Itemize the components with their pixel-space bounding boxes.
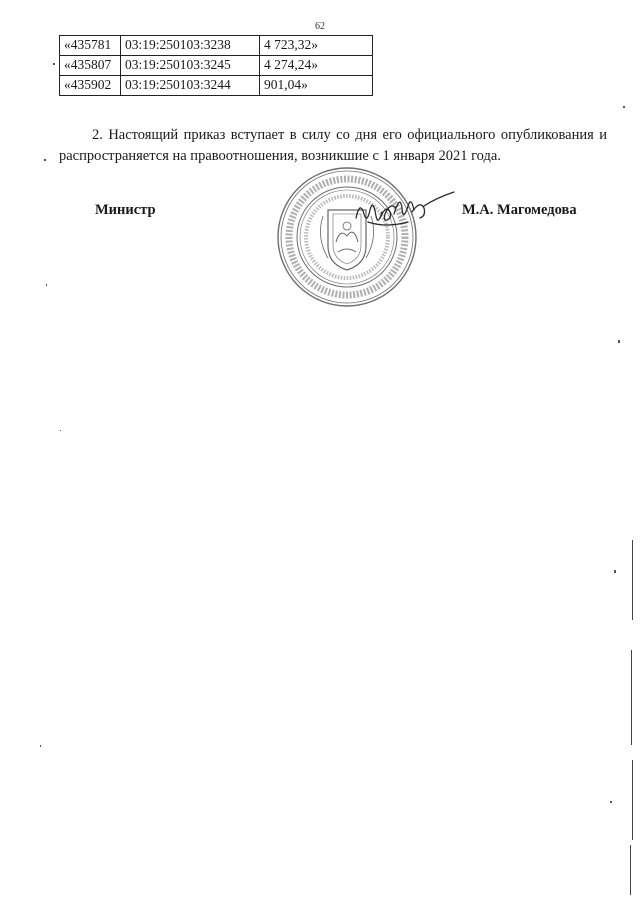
table-cell-cadastral-value: 901,04» [260,76,373,96]
scan-speck [40,745,41,747]
scan-edge-line [632,540,633,620]
scan-speck [53,63,55,65]
signatory-position: Министр [95,202,156,218]
cadastral-value-table [59,35,373,96]
scan-speck [44,159,46,161]
scan-edge-line [631,650,632,745]
scan-speck [623,106,625,108]
order-effective-date-paragraph [59,125,607,167]
table-cell-row-number: «435781 [60,36,121,56]
table-cell-cadastral-value: 4 723,32» [260,36,373,56]
scan-speck [46,284,47,286]
table-row [60,56,373,76]
signatory-name: М.А. Магомедова [462,202,577,218]
table-row [60,36,373,56]
table-cell-cadastral-number: 03:19:250103:3238 [121,36,260,56]
scan-speck [614,570,616,573]
table-cell-cadastral-value: 4 274,24» [260,56,373,76]
scan-edge-line [632,760,633,840]
table-cell-row-number: «435807 [60,56,121,76]
scan-edge-line [630,845,631,895]
page-number: 62 [315,21,325,32]
scan-speck [610,801,612,803]
paragraph-text: 2. Настоящий приказ вступает в силу со дня его официального опубликования и распространяется на правоотношения, возникшие с 1 января 2021 года. [59,127,607,164]
handwritten-signature [350,188,460,248]
scan-speck [60,430,61,431]
scan-speck [618,340,620,343]
table-cell-row-number: «435902 [60,76,121,96]
table-row [60,76,373,96]
table-cell-cadastral-number: 03:19:250103:3245 [121,56,260,76]
table-cell-cadastral-number: 03:19:250103:3244 [121,76,260,96]
